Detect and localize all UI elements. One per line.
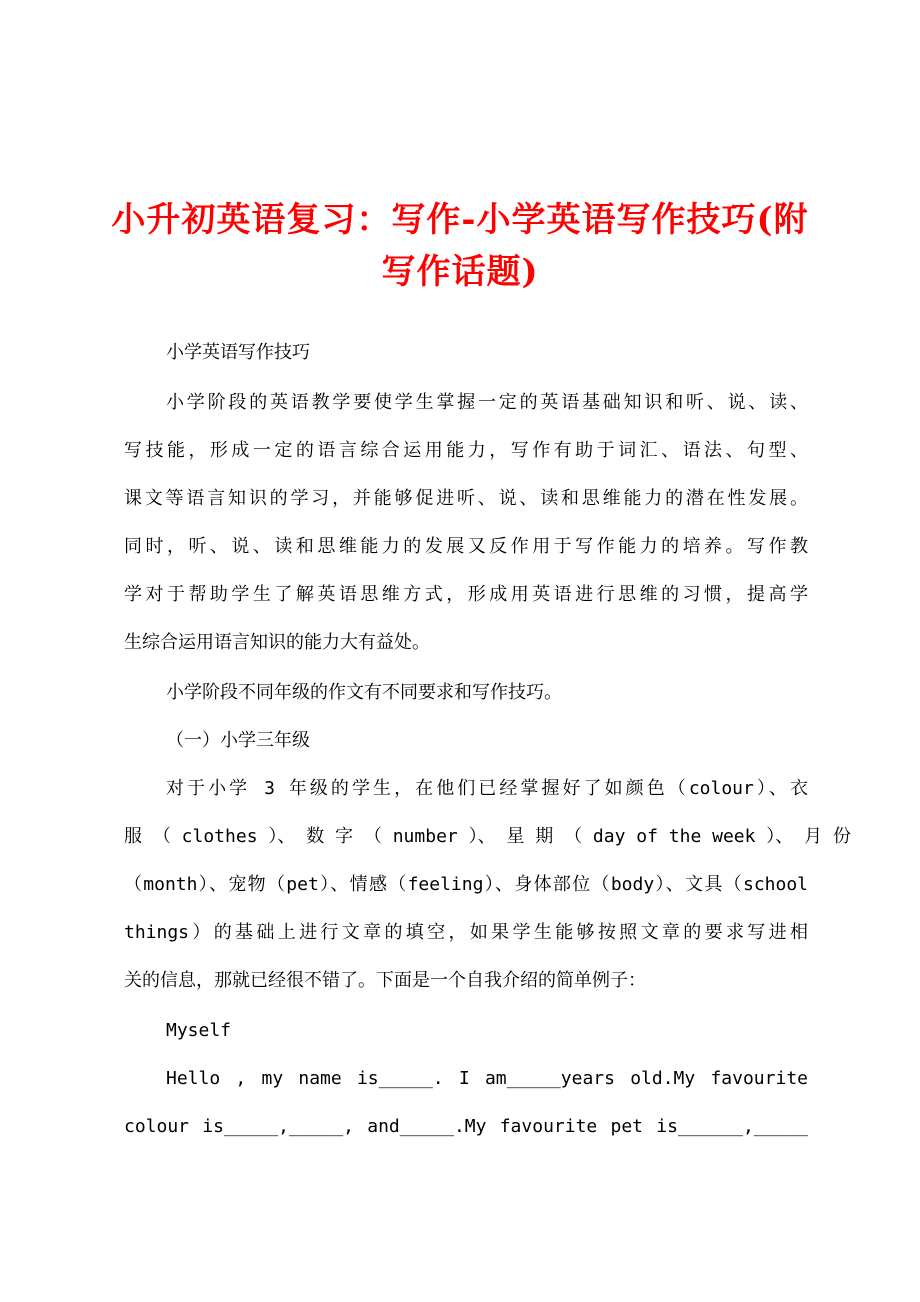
example-title: Myself (166, 1020, 232, 1041)
paragraph-line: （month）、宠物（pet）、情感（feeling）、身体部位（body）、文具（school (124, 874, 808, 895)
document-title-line-2: 写作话题) (381, 252, 539, 292)
paragraph-line: 小学阶段不同年级的作文有不同要求和写作技巧。 (166, 682, 562, 703)
example-line: colour is_____,_____, and_____.My favourite pet is______,_____ (124, 1116, 808, 1137)
document-title-line-1: 小升初英语复习：写作-小学英语写作技巧(附 (111, 200, 809, 240)
paragraph-line: 同时，听、说、读和思维能力的发展又反作用于写作能力的培养。写作教 (124, 536, 808, 557)
paragraph-line: 学对于帮助学生了解英语思维方式，形成用英语进行思维的习惯，提高学 (124, 584, 808, 605)
paragraph-line: 小学阶段的英语教学要使学生掌握一定的英语基础知识和听、说、读、 (166, 392, 808, 413)
paragraph-line: 写技能，形成一定的语言综合运用能力，写作有助于词汇、语法、句型、 (124, 440, 808, 461)
example-line: Hello , my name is_____. I am_____years old.My favourite (166, 1068, 808, 1089)
paragraph-line: things）的基础上进行文章的填空，如果学生能够按照文章的要求写进相 (124, 922, 808, 943)
paragraph-line: 生综合运用语言知识的能力大有益处。 (124, 632, 430, 653)
section-heading: 小学英语写作技巧 (166, 342, 310, 363)
paragraph-line: 服 （ clothes ）、 数 字 （ number ）、 星 期 （ day of the week ）、 月 份 (124, 826, 851, 847)
paragraph-line: 课文等语言知识的学习，并能够促进听、说、读和思维能力的潜在性发展。 (124, 488, 808, 509)
paragraph-line: 关的信息，那就已经很不错了。下面是一个自我介绍的简单例子： (124, 970, 646, 991)
paragraph-line: 对于小学 3 年级的学生，在他们已经掌握好了如颜色（colour）、衣 (166, 778, 808, 799)
subsection-heading: （一）小学三年级 (166, 730, 310, 751)
